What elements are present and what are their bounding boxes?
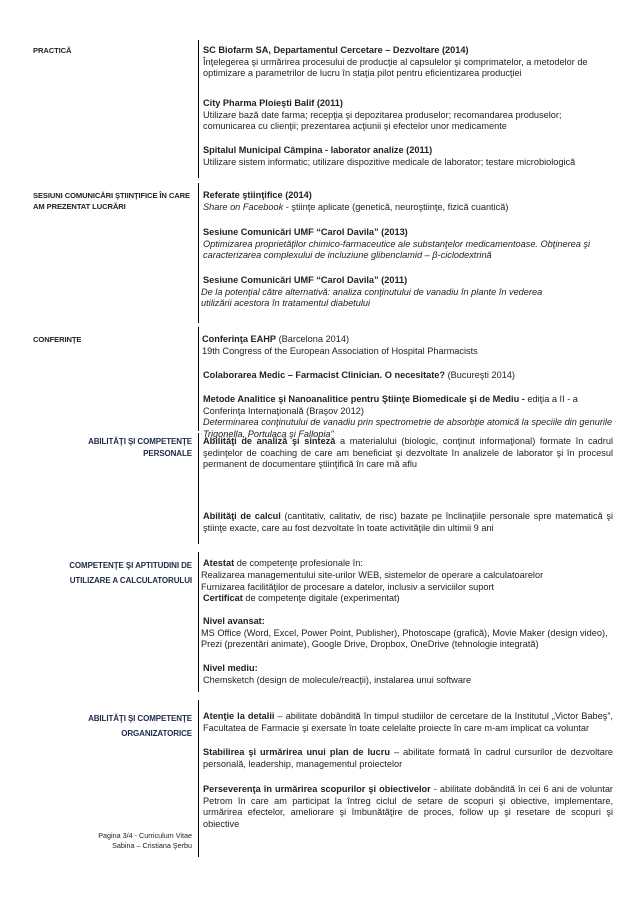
abilitati-calcul	[203, 511, 613, 534]
calculator-lines	[201, 570, 611, 605]
calculator-certificat-rest: de competenţe digitale (experimentat)	[242, 593, 400, 604]
conferinte-colab-title: Colaborarea Medic – Farmacist Clinician. O necesitate?	[203, 370, 446, 380]
practica-item-desc: Înţelegerea şi urmărirea procesului de producţie al capsulelor şi comprimatelor, a metodelor de optimizare a parametrilor de lucru în staţia pilot pentru eficientizarea producţiei	[203, 56, 588, 79]
calculator-atestat-rest: de competenţe profesionale în:	[234, 558, 363, 568]
page-footer	[60, 831, 192, 851]
separator-line	[198, 183, 199, 323]
sesiuni-item-rest: - ştiinţe aplicate (genetică, neuroştiinţe, fizică cuantică)	[283, 201, 509, 212]
separator-line	[198, 700, 199, 857]
calculator-mediu-title: Nivel mediu:	[203, 663, 258, 673]
calculator-mediu-line: Chemsketch (design de molecule/reacţii), instalarea unui software	[203, 674, 472, 685]
section-heading-calculator: COMPETENŢE ŞI APTITUDINI DE UTILIZARE A CALCULATORULUI	[69, 561, 192, 585]
practica-item	[203, 145, 613, 168]
conferinte-item-colab	[203, 370, 613, 382]
separator-line	[198, 552, 199, 692]
practica-item-desc: Utilizare sistem informatic; utilizare dispozitive medicale de laborator; testare microbiologică	[203, 156, 576, 167]
abilitati-analiza-title: Abilităţi de analiză şi sinteză	[203, 436, 336, 446]
practica-item	[203, 98, 613, 133]
organizatorice-atentie-title: Atenţie la detalii	[203, 711, 275, 721]
conferinte-metode-rest: ediţia a II - a	[527, 394, 578, 404]
calculator-atestat-title: Atestat	[203, 558, 235, 568]
conferinte-item-eahp	[202, 334, 612, 357]
organizatorice-perseverenta-desc: - abilitate dobândită în cei 6 ani de voluntar Petrom în care am participat la întreg ciclul de setare de scopuri şi obiective, implementare, urmărirea efectelor, ameliorare şi îmbunătăţire de proces, follow up şi resetare de scopuri şi obiective	[203, 784, 613, 829]
organizatorice-perseverenta-title: Perseverenţa în urmărirea scopurilor şi obiectivelor	[203, 784, 431, 794]
calculator-avansat-title: Nivel avansat:	[203, 616, 265, 626]
section-heading-conferinte: CONFERINŢE	[33, 335, 82, 344]
conferinte-metode-italic: Determinarea conţinutului de vanadiu prin spectrometrie de absorbţie atomică la speciile din genurile Trigonella, Portulaca şi Fallopia”	[203, 417, 613, 439]
organizatorice-stabilirea	[203, 747, 613, 770]
organizatorice-perseverenta	[203, 784, 613, 830]
sesiuni-item	[201, 275, 611, 310]
calculator-line: Realizarea managementului site-urilor WEB, sistemelor de operare a calculatoarelor	[201, 570, 544, 580]
conferinte-metode-title: Metode Analitice şi Nanoanalitice pentru Ştiinţe Biomedicale şi de Mediu -	[203, 394, 528, 404]
abilitati-analiza	[203, 436, 613, 471]
section-heading-sesiuni: SESIUNI COMUNICĂRI ŞTIINŢIFICE ÎN CARE AM PREZENTAT LUCRĂRI	[33, 191, 190, 211]
separator-line	[198, 327, 199, 431]
separator-line	[198, 433, 199, 544]
abilitati-analiza-desc: a materialului (biologic, conţinut informaţional) formate în cadrul şedinţelor de coaching de care am beneficiat şi dezvoltate în analizele de laborator şi în procesul permanent de documentare ştiinţifică în care mă aflu	[203, 436, 613, 470]
conferinte-eahp-title: Conferinţa EAHP	[202, 334, 277, 344]
conferinte-item-metode	[203, 394, 613, 440]
conferinte-eahp-desc: 19th Congress of the European Association of Hospital Pharmacists	[202, 345, 478, 356]
organizatorice-atentie-desc: – abilitate dobândită în timpul studiilor de cercetare de la Institutul „Victor Babeş”, Facultatea de Farmacie şi exersate în toate celelalte proiecte în care m-am implicat ca voluntar	[203, 711, 613, 733]
separator-line	[198, 40, 199, 178]
sesiuni-item	[203, 227, 613, 262]
section-heading-organizatorice: ABILITĂŢI ŞI COMPETENŢE ORGANIZATORICE	[88, 714, 192, 738]
sesiuni-item-desc	[203, 202, 613, 214]
practica-item	[203, 45, 613, 80]
practica-item-desc: Utilizare bază date farma; recepţia şi depozitarea produselor; recomandarea produselor; comunicarea cu clienţii; prezentarea acţiunii şi efectelor unor medicamente	[203, 109, 562, 132]
sesiuni-item-title: Sesiune Comunicări UMF “Carol Davila” (2011)	[203, 275, 408, 285]
section-heading-practica: PRACTICĂ	[33, 46, 72, 55]
calculator-avansat-line: Prezi (prezentări animate), Google Drive, Dropbox, OneDrive (tehnologie integrată)	[201, 639, 539, 650]
calculator-certificat-title: Certificat	[203, 593, 243, 604]
organizatorice-stabilirea-title: Stabilirea şi urmărirea unui plan de lucru	[203, 747, 390, 757]
practica-item-title: SC Biofarm SA, Departamentul Cercetare – Dezvoltare (2014)	[203, 45, 469, 55]
sesiuni-item-desc: Optimizarea proprietăţilor chimico-farmaceutice ale substanţelor medicamentoase. Obţinerea şi caracterizarea complexului de incluziune glibenclamid – β-ciclodextrină	[203, 238, 591, 261]
organizatorice-stabilirea-desc: – abilitate formată în cadrul cursurilor de dezvoltare personală, leadership, managementul proiectelor	[203, 747, 614, 769]
calculator-avansat-line: MS Office (Word, Excel, Power Point, Publisher), Photoscape (grafică), Movie Maker (design video),	[201, 627, 608, 638]
abilitati-calcul-desc: (cantitativ, calitativ, de risc) bazate pe înclinaţiile personale spre matematică şi ştiinţe exacte, care au fost dezvoltate în toate activităţile din ultimii 9 ani	[203, 511, 613, 533]
sesiuni-item-italic: Share on Facebook	[203, 201, 284, 212]
sesiuni-item	[203, 190, 613, 213]
sesiuni-item-title: Referate ştiinţifice (2014)	[203, 190, 312, 200]
sesiuni-item-desc: De la potenţial către alternativă: analiza conţinutului de vanadiu în plante în vederea utilizării acestora în tratamentul diabetului	[201, 286, 543, 309]
calculator-atestat	[203, 558, 613, 570]
sesiuni-item-title: Sesiune Comunicări UMF “Carol Davila” (2013)	[203, 227, 408, 237]
conferinte-colab-place: (Bucureşti 2014)	[445, 370, 515, 380]
footer-page-number: Pagina 3/4 - Curriculum Vitae	[98, 831, 192, 840]
practica-item-title: City Pharma Ploieşti Balif (2011)	[203, 98, 343, 108]
abilitati-calcul-title: Abilităţi de calcul	[203, 511, 281, 521]
organizatorice-atentie	[203, 711, 613, 734]
footer-author: Sabina – Cristiana Şerbu	[112, 841, 192, 850]
conferinte-eahp-place: (Barcelona 2014)	[276, 334, 350, 344]
calculator-mediu	[203, 663, 613, 686]
calculator-avansat	[201, 616, 611, 651]
practica-item-title: Spitalul Municipal Câmpina - laborator analize (2011)	[203, 145, 433, 155]
conferinte-metode-line2: Conferinţa Internaţională (Braşov 2012)	[203, 405, 364, 416]
section-heading-abilitati-personale: ABILITĂŢI ŞI COMPETENŢE PERSONALE	[88, 437, 192, 458]
calculator-line: Furnizarea facilităţilor de procesare a datelor, inclusiv a serviciilor suport	[201, 581, 495, 592]
